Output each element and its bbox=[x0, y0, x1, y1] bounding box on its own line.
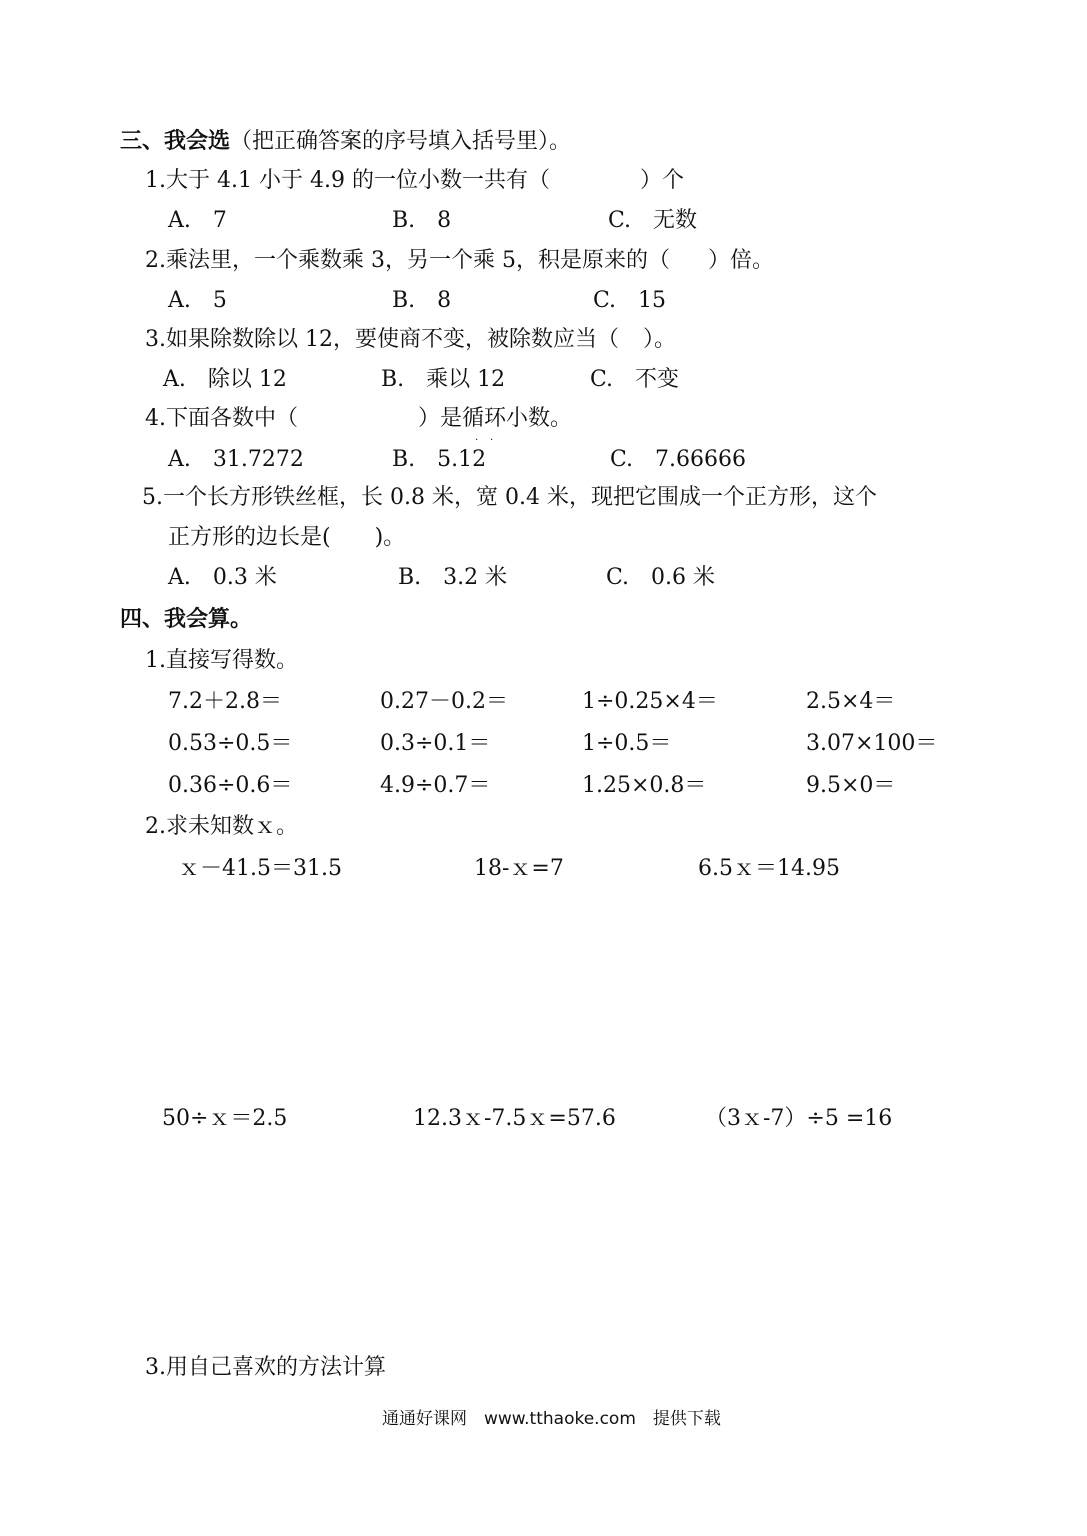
question-3-option-b: B. 乘以 12 bbox=[381, 367, 506, 392]
question-2-stem-end: ）倍。 bbox=[707, 248, 774, 273]
question-2-stem bbox=[145, 250, 774, 272]
equation: 18-ｘ=7 bbox=[474, 856, 564, 881]
question-2-option-b: B. 8 bbox=[392, 288, 452, 313]
calc-item: 0.53÷0.5＝ bbox=[168, 731, 293, 756]
question-3-stem-end: ）。 bbox=[642, 327, 676, 352]
repeating-decimal-dot: · bbox=[490, 435, 494, 446]
equation: 12.3ｘ-7.5ｘ=57.6 bbox=[413, 1106, 616, 1131]
part3-label: 3.用自己喜欢的方法计算 bbox=[145, 1355, 386, 1380]
part2-label: 2.求未知数ｘ。 bbox=[145, 814, 298, 839]
question-3-option-a: A. 除以 12 bbox=[163, 367, 287, 392]
question-2-option-a: A. 5 bbox=[168, 288, 227, 313]
question-5-stem-line1: 5.一个长方形铁丝框，长 0.8 米，宽 0.4 米，现把它围成一个正方形，这个 bbox=[142, 485, 877, 510]
calc-item: 9.5×0＝ bbox=[806, 773, 896, 798]
section3-note: （把正确答案的序号填入括号里）。 bbox=[230, 129, 572, 154]
equation: ｘ－41.5＝31.5 bbox=[178, 856, 342, 881]
question-4-stem-end: ）是循环小数。 bbox=[418, 406, 573, 431]
question-5-option-c: C. 0.6 米 bbox=[606, 565, 716, 590]
footer-text: 通通好课网 www.tthaoke.com 提供下载 bbox=[382, 1409, 721, 1429]
question-1-option-a: A. 7 bbox=[168, 208, 227, 233]
question-1-stem-text: 1.大于 4.1 小于 4.9 的一位小数一共有（ bbox=[145, 168, 550, 193]
question-4-option-a: A. 31.7272 bbox=[168, 447, 304, 472]
calc-item: 2.5×4＝ bbox=[806, 689, 896, 714]
question-4-stem-text: 4.下面各数中（ bbox=[145, 406, 298, 431]
calc-item: 4.9÷0.7＝ bbox=[380, 773, 491, 798]
question-1-option-b: B. 8 bbox=[392, 208, 452, 233]
calc-item: 1.25×0.8＝ bbox=[582, 773, 707, 798]
calc-item: 0.3÷0.1＝ bbox=[380, 731, 491, 756]
question-4-option-b: B. 5.12 bbox=[392, 447, 487, 472]
part1-label: 1.直接写得数。 bbox=[145, 648, 298, 673]
question-3-stem bbox=[145, 329, 676, 351]
question-5-option-a: A. 0.3 米 bbox=[168, 565, 277, 590]
calc-item: 3.07×100＝ bbox=[806, 731, 938, 756]
question-4-stem bbox=[145, 408, 572, 430]
equation: 6.5ｘ＝14.95 bbox=[698, 856, 840, 881]
section3-heading bbox=[120, 131, 571, 153]
question-1-stem-end: ）个 bbox=[639, 168, 684, 193]
question-1-stem bbox=[145, 170, 684, 192]
repeating-decimal-dot: · bbox=[475, 435, 479, 446]
calc-item: 7.2＋2.8＝ bbox=[168, 689, 282, 714]
equation: （3ｘ-7）÷5 =16 bbox=[705, 1106, 893, 1131]
calc-item: 0.27－0.2＝ bbox=[380, 689, 508, 714]
question-3-stem-text: 3.如果除数除以 12，要使商不变，被除数应当（ bbox=[145, 327, 619, 352]
question-5-stem-line2: 正方形的边长是( )。 bbox=[168, 525, 406, 550]
calc-item: 1÷0.5＝ bbox=[582, 731, 672, 756]
question-5-option-b: B. 3.2 米 bbox=[398, 565, 508, 590]
section4-title: 四、我会算。 bbox=[120, 607, 253, 632]
question-2-stem-text: 2.乘法里，一个乘数乘 3，另一个乘 5，积是原来的（ bbox=[145, 248, 670, 273]
question-1-option-c: C. 无数 bbox=[608, 208, 698, 233]
question-2-option-c: C. 15 bbox=[593, 288, 667, 313]
section3-title: 三、我会选 bbox=[120, 129, 231, 154]
calc-item: 1÷0.25×4＝ bbox=[582, 689, 718, 714]
question-3-option-c: C. 不变 bbox=[590, 367, 680, 392]
equation: 50÷ｘ＝2.5 bbox=[162, 1106, 288, 1131]
question-4-option-c: C. 7.66666 bbox=[610, 447, 747, 472]
calc-item: 0.36÷0.6＝ bbox=[168, 773, 293, 798]
